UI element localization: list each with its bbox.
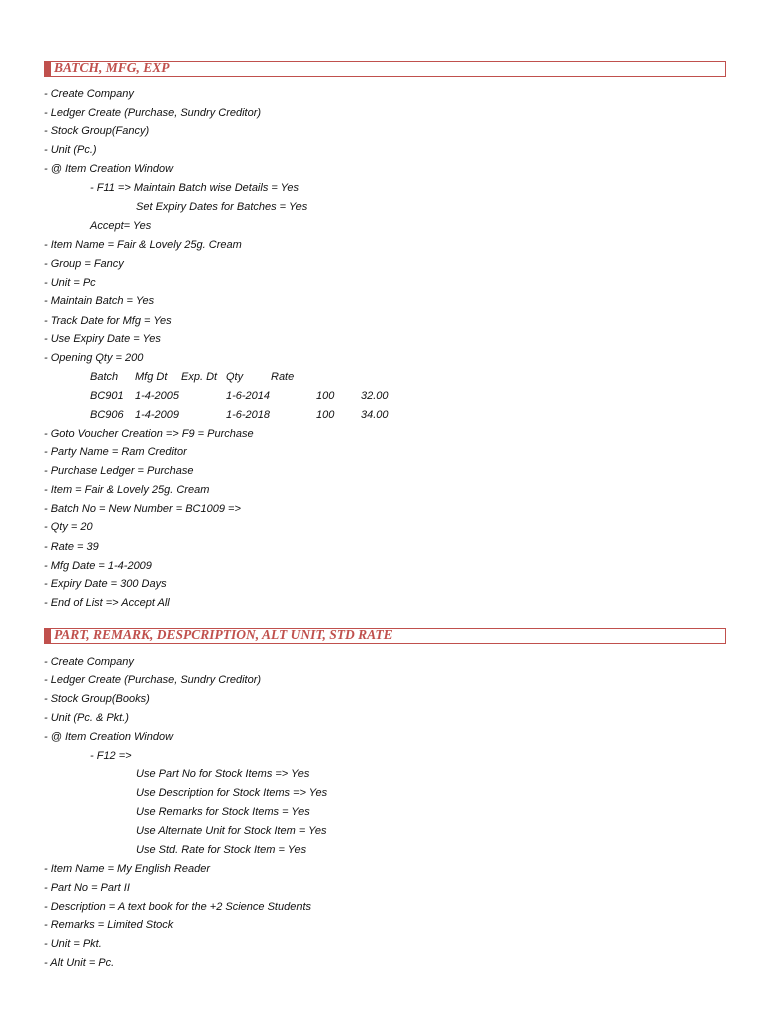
doc-line: - Create Company [44, 656, 134, 668]
doc-line: - Track Date for Mfg = Yes [44, 315, 172, 327]
section-heading-batch [44, 61, 726, 77]
table-header-rate: Rate [271, 371, 295, 383]
doc-line: - Unit (Pc.) [44, 144, 97, 156]
doc-line: - Stock Group(Fancy) [44, 125, 150, 137]
table-cell: 34.00 [361, 409, 389, 421]
doc-line: Accept= Yes [90, 220, 152, 232]
doc-line: - Ledger Create (Purchase, Sundry Creditor) [44, 107, 262, 119]
table-header-mfg: Mfg Dt [135, 371, 168, 383]
doc-line: - Group = Fancy [44, 258, 124, 270]
doc-line: - Maintain Batch = Yes [44, 295, 155, 307]
doc-line: - Batch No = New Number = BC1009 => [44, 503, 241, 515]
table-cell: 1-6-2018 [226, 409, 271, 421]
doc-line: Use Remarks for Stock Items = Yes [136, 806, 310, 818]
table-cell: 32.00 [361, 390, 389, 402]
doc-line: - Opening Qty = 200 [44, 352, 144, 364]
doc-line: - Use Expiry Date = Yes [44, 333, 161, 345]
doc-line: - Expiry Date = 300 Days [44, 578, 167, 590]
doc-line: - Unit = Pkt. [44, 938, 102, 950]
table-cell: 1-6-2014 [226, 390, 271, 402]
doc-line: - End of List => Accept All [44, 597, 170, 609]
doc-line: - Unit = Pc [44, 277, 96, 289]
doc-line: - @ Item Creation Window [44, 731, 174, 743]
doc-line: - Alt Unit = Pc. [44, 957, 115, 969]
table-cell: 1-4-2009 [135, 409, 180, 421]
table-cell: 100 [316, 390, 335, 402]
doc-line: - Purchase Ledger = Purchase [44, 465, 194, 477]
doc-line: - Description = A text book for the +2 Science Students [44, 901, 311, 913]
doc-line: - Qty = 20 [44, 521, 93, 533]
doc-line: - F11 => Maintain Batch wise Details = Yes [90, 182, 300, 194]
doc-line: - Rate = 39 [44, 541, 99, 553]
table-header-batch: Batch [90, 371, 119, 383]
doc-line: - Party Name = Ram Creditor [44, 446, 187, 458]
table-header-exp: Exp. Dt [181, 371, 218, 383]
doc-line: Use Description for Stock Items => Yes [136, 787, 328, 799]
doc-line: Set Expiry Dates for Batches = Yes [136, 201, 308, 213]
doc-line: - @ Item Creation Window [44, 163, 174, 175]
doc-line: - Item Name = Fair & Lovely 25g. Cream [44, 239, 242, 251]
doc-line: - Unit (Pc. & Pkt.) [44, 712, 129, 724]
doc-line: - Stock Group(Books) [44, 693, 150, 705]
table-cell: BC901 [90, 390, 124, 402]
doc-line: - Ledger Create (Purchase, Sundry Creditor) [44, 674, 262, 686]
doc-line: - Mfg Date = 1-4-2009 [44, 560, 152, 572]
table-cell: 100 [316, 409, 335, 421]
table-header-qty: Qty [226, 371, 244, 383]
doc-line: - Remarks = Limited Stock [44, 919, 174, 931]
table-cell: BC906 [90, 409, 124, 421]
table-cell: 1-4-2005 [135, 390, 180, 402]
doc-line: Use Alternate Unit for Stock Item = Yes [136, 825, 327, 837]
doc-line: - F12 => [90, 750, 132, 762]
section-heading-part [44, 628, 726, 644]
doc-line: - Part No = Part II [44, 882, 130, 894]
section-heading-text: PART, REMARK, DESPCRIPTION, ALT UNIT, STD RATE [54, 627, 393, 642]
doc-line: Use Std. Rate for Stock Item = Yes [136, 844, 307, 856]
doc-line: - Create Company [44, 88, 134, 100]
doc-line: Use Part No for Stock Items => Yes [136, 768, 310, 780]
doc-line: - Item Name = My English Reader [44, 863, 210, 875]
doc-line: - Item = Fair & Lovely 25g. Cream [44, 484, 210, 496]
doc-line: - Goto Voucher Creation => F9 = Purchase [44, 428, 254, 440]
section-heading-text: BATCH, MFG, EXP [54, 60, 170, 75]
